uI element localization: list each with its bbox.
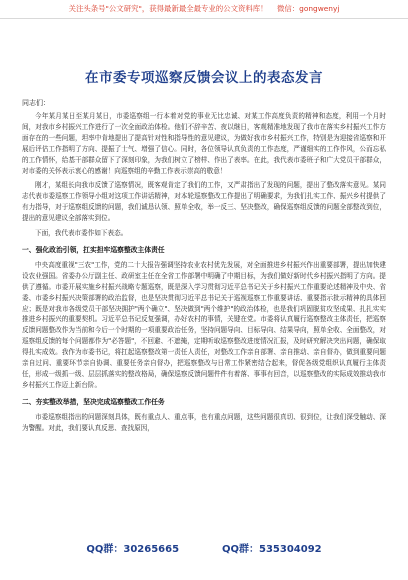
banner-separator [270, 4, 275, 13]
body-paragraph-1: 今年某月某日至某月某日，市委巡察组一行本着对党的事业无比忠诚、对某工作高度负责的精神和态度，利用一个月时间，对我市乡村振兴工作进行了一次全面政治体检。他们不辞辛苦、夜以继日，客观精准地发现了我市在落实乡村振兴工作方面存在的一些问题，坦率中肯地提出了提高针对性和指导性的意见建议，为做好我市乡村振兴工作，特别是为迎接省巡察和开展后评估工作指明了方向、提振了士气、增强了信心。同时，各位领导认真负责的工作态度，严谨细实的工作作风，公而忘私的工作情怀，给基干部群众留下了深刻印象，为我们树立了榜样、作出了表率。在此，我代表市委班子和广大党员干部群众，对市委的关怀表示衷心的感谢！向巡察组的辛勤工作表示崇高的敬意！ [22, 112, 386, 175]
top-banner [0, 0, 408, 19]
section-heading-1: 一、强化政治引领，扛实担牢巡察整改主体责任 [22, 245, 165, 254]
document-title: 在市委专项巡察反馈会议上的表态发言 [85, 70, 323, 86]
document-body [22, 111, 386, 437]
section-2-paragraph-1: 市委巡察组指出的问题深刻具体，既有重点人、重点事，也有重点问题，这些问题很真切、很到位，让我们深受触动、深为警醒。对此，我们要认真反思、查找原因， [22, 412, 386, 432]
footer-qq-group: QQ群：535304092 [222, 544, 322, 555]
banner-wechat-text: 微信：gongwenyj [276, 4, 340, 13]
greeting: 同志们： [22, 99, 50, 107]
banner-promo-text: 关注头条号"公文研究"，获得最新最全最专业的公文资料库！ [68, 4, 268, 13]
body-paragraph-3: 下面，我代表市委作如下表态。 [35, 229, 128, 238]
section-heading-2: 二、夯实整改举措，坚决完成巡察整改工作任务 [22, 397, 165, 406]
footer-qq: QQ群：30265665 [86, 544, 180, 555]
section-1-paragraph-1: 中央高度重视"三农"工作，党的二十大报告强调坚持农业农村优先发展，对全面推进乡村振兴作出重要部署，提出加快建设农业强国。省委办公厅副主任、政研室主任在全省工作部署中明确了中期目标，为我们做好新时代乡村振兴指明了方向。提供了遵循。市委开展实施乡村振兴战略专题巡察，既是深入学习贯彻习近平总书记关于乡村振兴工作重要论述精神及中央、省委、市委乡村振兴决策部署的政治监督，也是坚决贯彻习近平总书记关于巡视巡察工作重要讲话、重要指示批示精神的具体回应；既是对我市各级党员干部坚决拥护"两个确立"、坚决做到"两个维护"的政治体检，也是我们巩固脱贫攻坚成果、扎扎实实推进乡村振兴的重要契机。习近平总书记反复强调，办好农村的事情，关键在党。市委将认真履行巡察整改主体责任，把巡察反馈问题整改作为当前和今后一个时期的一项重要政治任务，坚持问题导向、目标导向、结果导向，照单全收、全面整改，对巡察组反馈的每个问题都作为"必答题"，不回避、不遮掩，定期听取巡察整改进度情况汇报，及时研究解决突出问题，确保取得扎实成效。我作为市委书记，将扛起巡察整改第一责任人责任，对整改工作亲自部署、亲自推动、亲自督办，做到重要问题亲自过问、重要环节亲自协调、重要任务亲自督办，把巡察整改与日常工作紧密结合起来，督促各级党组织认真履行主体责任，形成一级抓一级、层层抓落实的整改格局，确保巡察反馈问题件件有着落、事事有回音，以巡察整改的实际成效推动我市乡村振兴工作迈上新台阶。 [22, 260, 386, 389]
footer-contact [0, 540, 408, 555]
body-paragraph-2: 刚才，某组长向我市反馈了巡察情况，既客观肯定了我们的工作，又严肃指出了发现的问题，提出了整改落实意见。某同志代表市委巡察工作领导小组对这项工作讲话精神，对本轮巡察整改工作提出了明确要求，为我们扎实工作、振兴乡村提供了有力指导，对于巡察组反馈的问题，我们诚恳认领、照单全收，举一反三、坚决整改，确保巡察组反馈的问题全部整改到位，提出的意见建议全部落实到位。 [22, 181, 386, 223]
